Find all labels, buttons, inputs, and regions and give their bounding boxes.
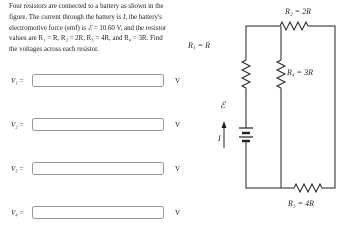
unit-label: V <box>175 209 181 217</box>
emf-label: ℰ <box>220 100 226 110</box>
wire-top-right <box>308 26 335 93</box>
r3-label: R₃ = 4R <box>288 199 314 208</box>
emf-symbol: ℰ <box>87 24 93 32</box>
r4-label: R₄ = 3R <box>287 68 313 77</box>
wire-bottom-left <box>246 150 294 188</box>
resistor-r4 <box>277 60 285 88</box>
problem-task: Find the voltages across each resistor. <box>9 35 163 54</box>
unit-label: V <box>175 77 181 85</box>
problem-intro: Four resistors are connected to a battery as shown in the figure. The current through the battery is <box>9 3 164 21</box>
problem-intro-2: , the battery's electromotive force (emf) is <box>9 13 162 32</box>
wire-right <box>322 93 335 188</box>
emf-value: = 10.60 V, and the resistor values are <box>9 24 167 43</box>
resistor-values: R₁ = R, R₂ = 2R, R₃ = 4R, and R₄ = 3R. <box>38 35 149 43</box>
resistor-r2 <box>280 22 308 30</box>
resistor-r3 <box>294 184 322 192</box>
answer-label: V₃ = <box>11 165 24 173</box>
current-arrow-head <box>222 121 227 128</box>
r2-label: R₂ = 2R <box>285 7 311 16</box>
unit-label: V <box>175 121 181 129</box>
unit-label: V <box>175 165 181 173</box>
resistor-r1 <box>242 60 250 88</box>
current-symbol: I <box>122 13 126 21</box>
r1-label: R₁ = R <box>188 41 210 50</box>
answer-label: V₁ = <box>11 77 24 85</box>
answer-label: V₂ = <box>11 121 24 129</box>
current-label: I <box>218 134 221 143</box>
wire-top-left <box>246 26 280 60</box>
answer-label: V₄ = <box>11 209 24 217</box>
